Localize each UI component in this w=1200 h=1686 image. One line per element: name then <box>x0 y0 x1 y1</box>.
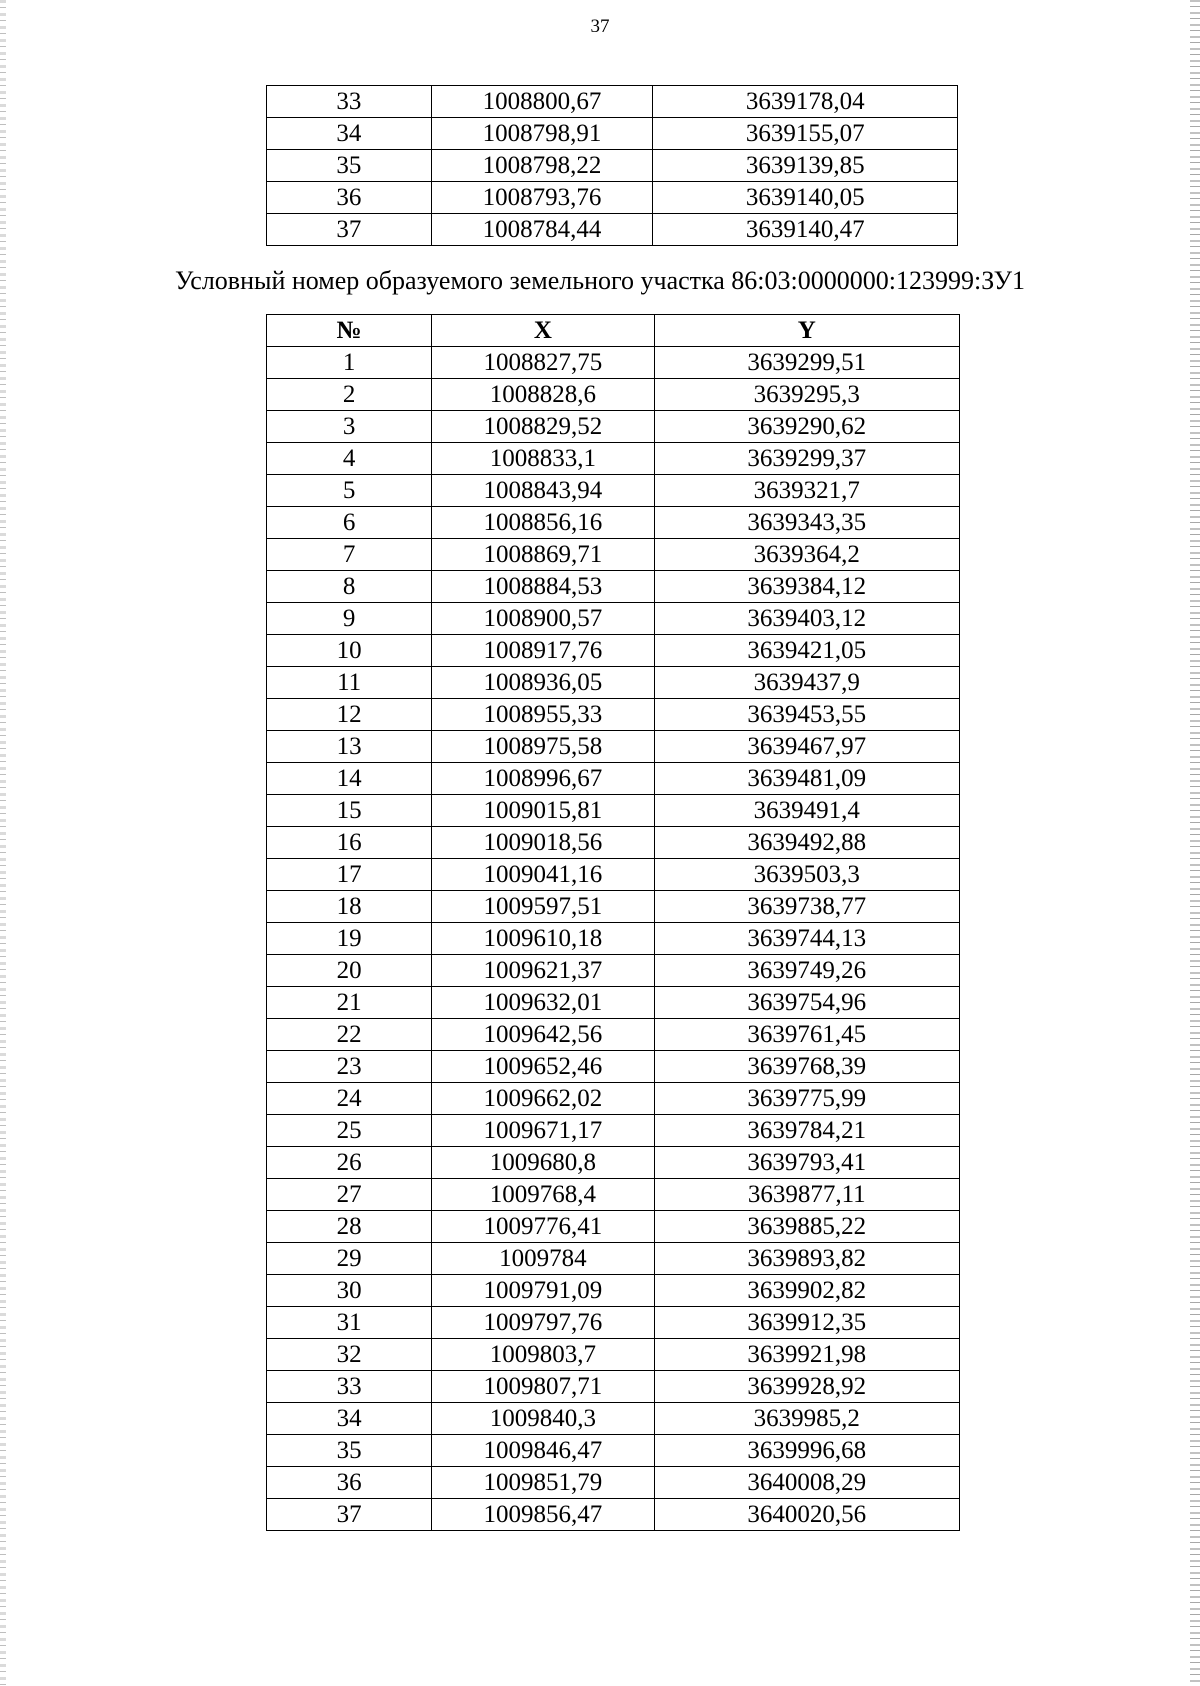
x-coordinate-cell: 1009768,4 <box>432 1179 654 1211</box>
point-number-cell: 27 <box>267 1179 432 1211</box>
x-coordinate-cell: 1008884,53 <box>432 571 654 603</box>
table-row <box>267 507 960 539</box>
y-coordinate-cell: 3639290,62 <box>654 411 959 443</box>
point-number-cell: 16 <box>267 827 432 859</box>
point-number-cell: 10 <box>267 635 432 667</box>
x-coordinate-cell: 1008833,1 <box>432 443 654 475</box>
table-row <box>267 443 960 475</box>
header-row <box>267 315 960 347</box>
table-row <box>267 667 960 699</box>
point-number-cell: 28 <box>267 1211 432 1243</box>
y-coordinate-cell: 3639140,47 <box>653 214 958 246</box>
y-coordinate-cell: 3639761,45 <box>654 1019 959 1051</box>
table-row <box>267 214 958 246</box>
coordinates-table-continued <box>266 85 958 246</box>
table-row <box>267 923 960 955</box>
table-row <box>267 1179 960 1211</box>
x-coordinate-cell: 1009803,7 <box>432 1339 654 1371</box>
table-row <box>267 763 960 795</box>
scan-edge-left <box>0 0 6 1686</box>
point-number-cell: 20 <box>267 955 432 987</box>
y-coordinate-cell: 3639921,98 <box>654 1339 959 1371</box>
point-number-cell: 14 <box>267 763 432 795</box>
point-number-cell: 36 <box>267 182 432 214</box>
y-coordinate-cell: 3639985,2 <box>654 1403 959 1435</box>
table-row <box>267 955 960 987</box>
table-row <box>267 1499 960 1531</box>
table-row <box>267 827 960 859</box>
table-row <box>267 603 960 635</box>
x-coordinate-cell: 1008829,52 <box>432 411 654 443</box>
point-number-cell: 34 <box>267 118 432 150</box>
point-number-cell: 37 <box>267 214 432 246</box>
table-row <box>267 150 958 182</box>
coordinates-table-header <box>267 315 960 347</box>
table-row <box>267 859 960 891</box>
y-coordinate-cell: 3639481,09 <box>654 763 959 795</box>
x-coordinate-cell: 1009041,16 <box>432 859 654 891</box>
table-row <box>267 411 960 443</box>
table-row <box>267 1275 960 1307</box>
y-coordinate-cell: 3639295,3 <box>654 379 959 411</box>
point-number-cell: 35 <box>267 150 432 182</box>
y-coordinate-cell: 3639492,88 <box>654 827 959 859</box>
point-number-cell: 19 <box>267 923 432 955</box>
x-coordinate-cell: 1008800,67 <box>431 86 653 118</box>
x-coordinate-cell: 1009791,09 <box>432 1275 654 1307</box>
table-row <box>267 118 958 150</box>
y-coordinate-cell: 3639403,12 <box>654 603 959 635</box>
table-row <box>267 1211 960 1243</box>
x-coordinate-cell: 1009632,01 <box>432 987 654 1019</box>
point-number-cell: 12 <box>267 699 432 731</box>
page-number: 37 <box>590 16 610 37</box>
coordinates-table <box>266 314 960 1531</box>
table-row <box>267 475 960 507</box>
point-number-cell: 34 <box>267 1403 432 1435</box>
table-row <box>267 379 960 411</box>
table-row <box>267 1051 960 1083</box>
point-number-cell: 15 <box>267 795 432 827</box>
x-coordinate-cell: 1009851,79 <box>432 1467 654 1499</box>
table-row <box>267 539 960 571</box>
table-row <box>267 731 960 763</box>
y-coordinate-cell: 3639321,7 <box>654 475 959 507</box>
y-coordinate-cell: 3639299,37 <box>654 443 959 475</box>
y-coordinate-cell: 3639996,68 <box>654 1435 959 1467</box>
y-coordinate-cell: 3639877,11 <box>654 1179 959 1211</box>
x-coordinate-cell: 1009784 <box>432 1243 654 1275</box>
table-row <box>267 1019 960 1051</box>
point-number-cell: 5 <box>267 475 432 507</box>
point-number-cell: 1 <box>267 347 432 379</box>
y-coordinate-cell: 3639893,82 <box>654 1243 959 1275</box>
point-number-cell: 37 <box>267 1499 432 1531</box>
coordinates-table-body <box>267 347 960 1531</box>
x-coordinate-cell: 1009642,56 <box>432 1019 654 1051</box>
point-number-cell: 4 <box>267 443 432 475</box>
point-number-cell: 18 <box>267 891 432 923</box>
y-coordinate-cell: 3639178,04 <box>653 86 958 118</box>
header-y: Y <box>654 315 959 347</box>
point-number-cell: 2 <box>267 379 432 411</box>
x-coordinate-cell: 1009807,71 <box>432 1371 654 1403</box>
point-number-cell: 29 <box>267 1243 432 1275</box>
x-coordinate-cell: 1008843,94 <box>432 475 654 507</box>
table-row <box>267 1467 960 1499</box>
x-coordinate-cell: 1009776,41 <box>432 1211 654 1243</box>
table-row <box>267 1243 960 1275</box>
y-coordinate-cell: 3639738,77 <box>654 891 959 923</box>
x-coordinate-cell: 1009797,76 <box>432 1307 654 1339</box>
table-row <box>267 571 960 603</box>
y-coordinate-cell: 3639749,26 <box>654 955 959 987</box>
point-number-cell: 8 <box>267 571 432 603</box>
x-coordinate-cell: 1009846,47 <box>432 1435 654 1467</box>
y-coordinate-cell: 3640020,56 <box>654 1499 959 1531</box>
x-coordinate-cell: 1008856,16 <box>432 507 654 539</box>
y-coordinate-cell: 3639467,97 <box>654 731 959 763</box>
y-coordinate-cell: 3639364,2 <box>654 539 959 571</box>
header-x: X <box>432 315 654 347</box>
x-coordinate-cell: 1009680,8 <box>432 1147 654 1179</box>
table-row <box>267 1339 960 1371</box>
point-number-cell: 17 <box>267 859 432 891</box>
x-coordinate-cell: 1008869,71 <box>432 539 654 571</box>
y-coordinate-cell: 3639139,85 <box>653 150 958 182</box>
point-number-cell: 31 <box>267 1307 432 1339</box>
header-number: № <box>267 315 432 347</box>
x-coordinate-cell: 1008917,76 <box>432 635 654 667</box>
y-coordinate-cell: 3639744,13 <box>654 923 959 955</box>
table-row <box>267 987 960 1019</box>
table-row <box>267 1147 960 1179</box>
y-coordinate-cell: 3640008,29 <box>654 1467 959 1499</box>
x-coordinate-cell: 1008900,57 <box>432 603 654 635</box>
x-coordinate-cell: 1009671,17 <box>432 1115 654 1147</box>
x-coordinate-cell: 1008798,91 <box>431 118 653 150</box>
table-row <box>267 795 960 827</box>
point-number-cell: 33 <box>267 1371 432 1403</box>
table-row <box>267 635 960 667</box>
point-number-cell: 26 <box>267 1147 432 1179</box>
point-number-cell: 9 <box>267 603 432 635</box>
x-coordinate-cell: 1009662,02 <box>432 1083 654 1115</box>
table-row <box>267 86 958 118</box>
y-coordinate-cell: 3639902,82 <box>654 1275 959 1307</box>
x-coordinate-cell: 1008793,76 <box>431 182 653 214</box>
point-number-cell: 33 <box>267 86 432 118</box>
y-coordinate-cell: 3639299,51 <box>654 347 959 379</box>
point-number-cell: 13 <box>267 731 432 763</box>
y-coordinate-cell: 3639775,99 <box>654 1083 959 1115</box>
y-coordinate-cell: 3639912,35 <box>654 1307 959 1339</box>
point-number-cell: 24 <box>267 1083 432 1115</box>
x-coordinate-cell: 1008827,75 <box>432 347 654 379</box>
y-coordinate-cell: 3639437,9 <box>654 667 959 699</box>
point-number-cell: 7 <box>267 539 432 571</box>
table-row <box>267 347 960 379</box>
x-coordinate-cell: 1009610,18 <box>432 923 654 955</box>
coordinates-table-continued-body <box>267 86 958 246</box>
y-coordinate-cell: 3639928,92 <box>654 1371 959 1403</box>
x-coordinate-cell: 1009015,81 <box>432 795 654 827</box>
table-row <box>267 1083 960 1115</box>
x-coordinate-cell: 1008996,67 <box>432 763 654 795</box>
y-coordinate-cell: 3639784,21 <box>654 1115 959 1147</box>
x-coordinate-cell: 1009856,47 <box>432 1499 654 1531</box>
table-row <box>267 182 958 214</box>
table-row <box>267 1403 960 1435</box>
x-coordinate-cell: 1008828,6 <box>432 379 654 411</box>
point-number-cell: 36 <box>267 1467 432 1499</box>
y-coordinate-cell: 3639384,12 <box>654 571 959 603</box>
point-number-cell: 21 <box>267 987 432 1019</box>
x-coordinate-cell: 1008975,58 <box>432 731 654 763</box>
y-coordinate-cell: 3639421,05 <box>654 635 959 667</box>
point-number-cell: 6 <box>267 507 432 539</box>
scan-edge-right <box>1190 0 1200 1686</box>
y-coordinate-cell: 3639343,35 <box>654 507 959 539</box>
x-coordinate-cell: 1009652,46 <box>432 1051 654 1083</box>
y-coordinate-cell: 3639885,22 <box>654 1211 959 1243</box>
y-coordinate-cell: 3639155,07 <box>653 118 958 150</box>
land-plot-caption: Условный номер образуемого земельного участка 86:03:0000000:123999:ЗУ1 <box>175 266 1025 295</box>
y-coordinate-cell: 3639793,41 <box>654 1147 959 1179</box>
point-number-cell: 32 <box>267 1339 432 1371</box>
point-number-cell: 25 <box>267 1115 432 1147</box>
x-coordinate-cell: 1008784,44 <box>431 214 653 246</box>
table-row <box>267 1115 960 1147</box>
x-coordinate-cell: 1009621,37 <box>432 955 654 987</box>
point-number-cell: 35 <box>267 1435 432 1467</box>
point-number-cell: 30 <box>267 1275 432 1307</box>
x-coordinate-cell: 1008955,33 <box>432 699 654 731</box>
point-number-cell: 23 <box>267 1051 432 1083</box>
x-coordinate-cell: 1009018,56 <box>432 827 654 859</box>
table-row <box>267 891 960 923</box>
table-row <box>267 699 960 731</box>
point-number-cell: 22 <box>267 1019 432 1051</box>
table-row <box>267 1371 960 1403</box>
x-coordinate-cell: 1009840,3 <box>432 1403 654 1435</box>
x-coordinate-cell: 1009597,51 <box>432 891 654 923</box>
point-number-cell: 3 <box>267 411 432 443</box>
x-coordinate-cell: 1008936,05 <box>432 667 654 699</box>
y-coordinate-cell: 3639768,39 <box>654 1051 959 1083</box>
y-coordinate-cell: 3639754,96 <box>654 987 959 1019</box>
table-row <box>267 1307 960 1339</box>
y-coordinate-cell: 3639140,05 <box>653 182 958 214</box>
y-coordinate-cell: 3639491,4 <box>654 795 959 827</box>
x-coordinate-cell: 1008798,22 <box>431 150 653 182</box>
y-coordinate-cell: 3639453,55 <box>654 699 959 731</box>
y-coordinate-cell: 3639503,3 <box>654 859 959 891</box>
point-number-cell: 11 <box>267 667 432 699</box>
table-row <box>267 1435 960 1467</box>
